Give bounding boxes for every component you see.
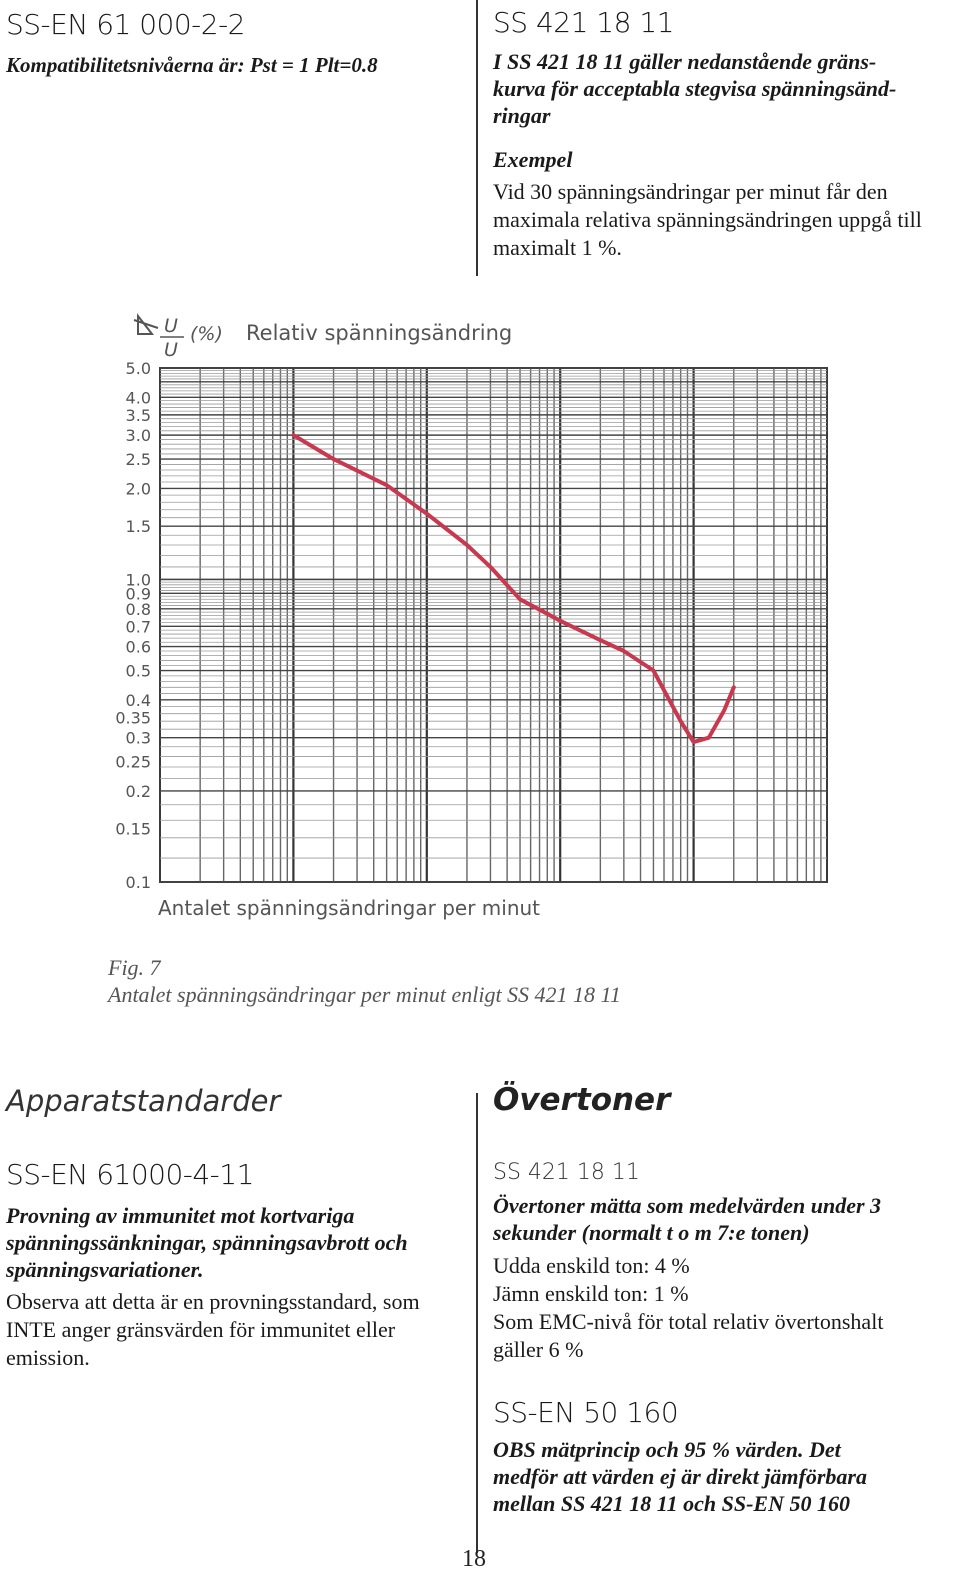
body-line: Jämn enskild ton: 1 % [493,1281,689,1306]
chart-svg [100,300,840,950]
y-symbol-numerator: U [164,315,178,337]
y-tick-label: 0.1 [125,873,151,892]
std-body-text [6,1288,471,1372]
overtoner-bold-description [493,1192,958,1246]
chart [100,300,840,950]
body-line: INTE anger gränsvärden för immunitet eller [6,1317,396,1342]
right-top-title: SS 421 18 11 [493,6,674,39]
y-tick-label: 0.15 [115,819,151,839]
series-line [293,435,733,742]
example-line: maximala relativa spänningsändringen uppgå till [493,207,922,232]
y-tick-label: 4.0 [125,388,151,408]
y-tick-label: 0.4 [125,690,151,710]
y-tick-label: 0.2 [125,781,151,801]
x-axis-label: Antalet spänningsändringar per minut [158,896,541,920]
section-heading-overtoner: Övertoner [493,1082,671,1118]
y-unit-label: (%) [190,323,223,345]
y-tick-label: 3.5 [125,405,151,425]
y-symbol-denominator: U [164,339,178,361]
y-tick-label: 5.0 [125,359,151,378]
y-tick-label: 0.7 [125,617,151,637]
example-line: Vid 30 spänningsändringar per minut får den [493,179,888,204]
y-tick-label: 0.35 [115,708,151,728]
figure-caption-text: Antalet spänningsändringar per minut enligt SS 421 18 11 [108,982,621,1007]
chart-title: Relativ spänningsändring [246,321,513,345]
y-tick-label: 0.25 [115,752,151,772]
bottom-column-divider [476,1093,478,1553]
bold-line: medför att värden ej är direkt jämförbara [493,1464,867,1489]
bold-line: Övertoner mätta som medelvärden under 3 [493,1193,882,1218]
delta-symbol-icon [134,316,158,334]
y-tick-labels [115,359,151,892]
std-title-61000-4-11: SS-EN 61000-4-11 [6,1158,254,1191]
std-title-50160: SS-EN 50 160 [493,1396,679,1429]
body-line: gäller 6 % [493,1337,584,1362]
left-top-title: SS-EN 61 000-2-2 [6,8,245,41]
body-line: Udda enskild ton: 4 % [493,1253,690,1278]
bold-line: Provning av immunitet mot kortvariga [6,1203,355,1228]
std-title-ss-421-18-11: SS 421 18 11 [493,1160,640,1185]
right-top-intro [493,48,953,129]
y-tick-label: 2.0 [125,479,151,499]
std-bold-description [6,1202,471,1283]
example-heading: Exempel [493,147,573,172]
intro-line: I SS 421 18 11 gäller nedanstående gräns- [493,49,877,74]
bold-line: spänningsvariationer. [6,1257,204,1282]
overtoner-body-text [493,1252,958,1364]
left-top-subtitle: Kompatibilitetsnivåerna är: Pst = 1 Plt=0.8 [6,53,378,77]
y-tick-label: 0.3 [125,728,151,748]
bold-line: spänningssänkningar, spänningsavbrott och [6,1230,408,1255]
y-tick-label: 0.9 [125,584,151,604]
y-tick-label: 0.8 [125,599,151,619]
y-tick-label: 2.5 [125,450,151,470]
body-line: Observa att detta är en provningsstandard, som [6,1289,420,1314]
top-column-divider [476,0,478,276]
std-50160-bold-text [493,1436,958,1517]
y-tick-label: 1.5 [125,517,151,537]
example-text [493,178,958,262]
y-tick-label: 1.0 [125,570,151,590]
body-line: Som EMC-nivå för total relativ övertonshalt [493,1309,884,1334]
limit-curve [293,435,733,742]
y-tick-label: 0.6 [125,637,151,657]
figure-label: Fig. 7 [108,955,161,980]
intro-line: kurva för acceptabla stegvisa spänningsänd- [493,76,897,101]
section-heading-apparatstandarder: Apparatstandarder [6,1084,281,1118]
intro-line: ringar [493,103,551,128]
y-tick-label: 3.0 [125,426,151,446]
bold-line: sekunder (normalt t o m 7:e tonen) [493,1220,810,1245]
body-line: emission. [6,1345,90,1370]
bold-line: mellan SS 421 18 11 och SS-EN 50 160 [493,1491,850,1516]
chart-grid [160,368,827,882]
y-tick-label: 0.5 [125,661,151,681]
bold-line: OBS mätprincip och 95 % värden. Det [493,1437,841,1462]
example-line: maximalt 1 %. [493,235,622,260]
page-number: 18 [462,1546,486,1572]
